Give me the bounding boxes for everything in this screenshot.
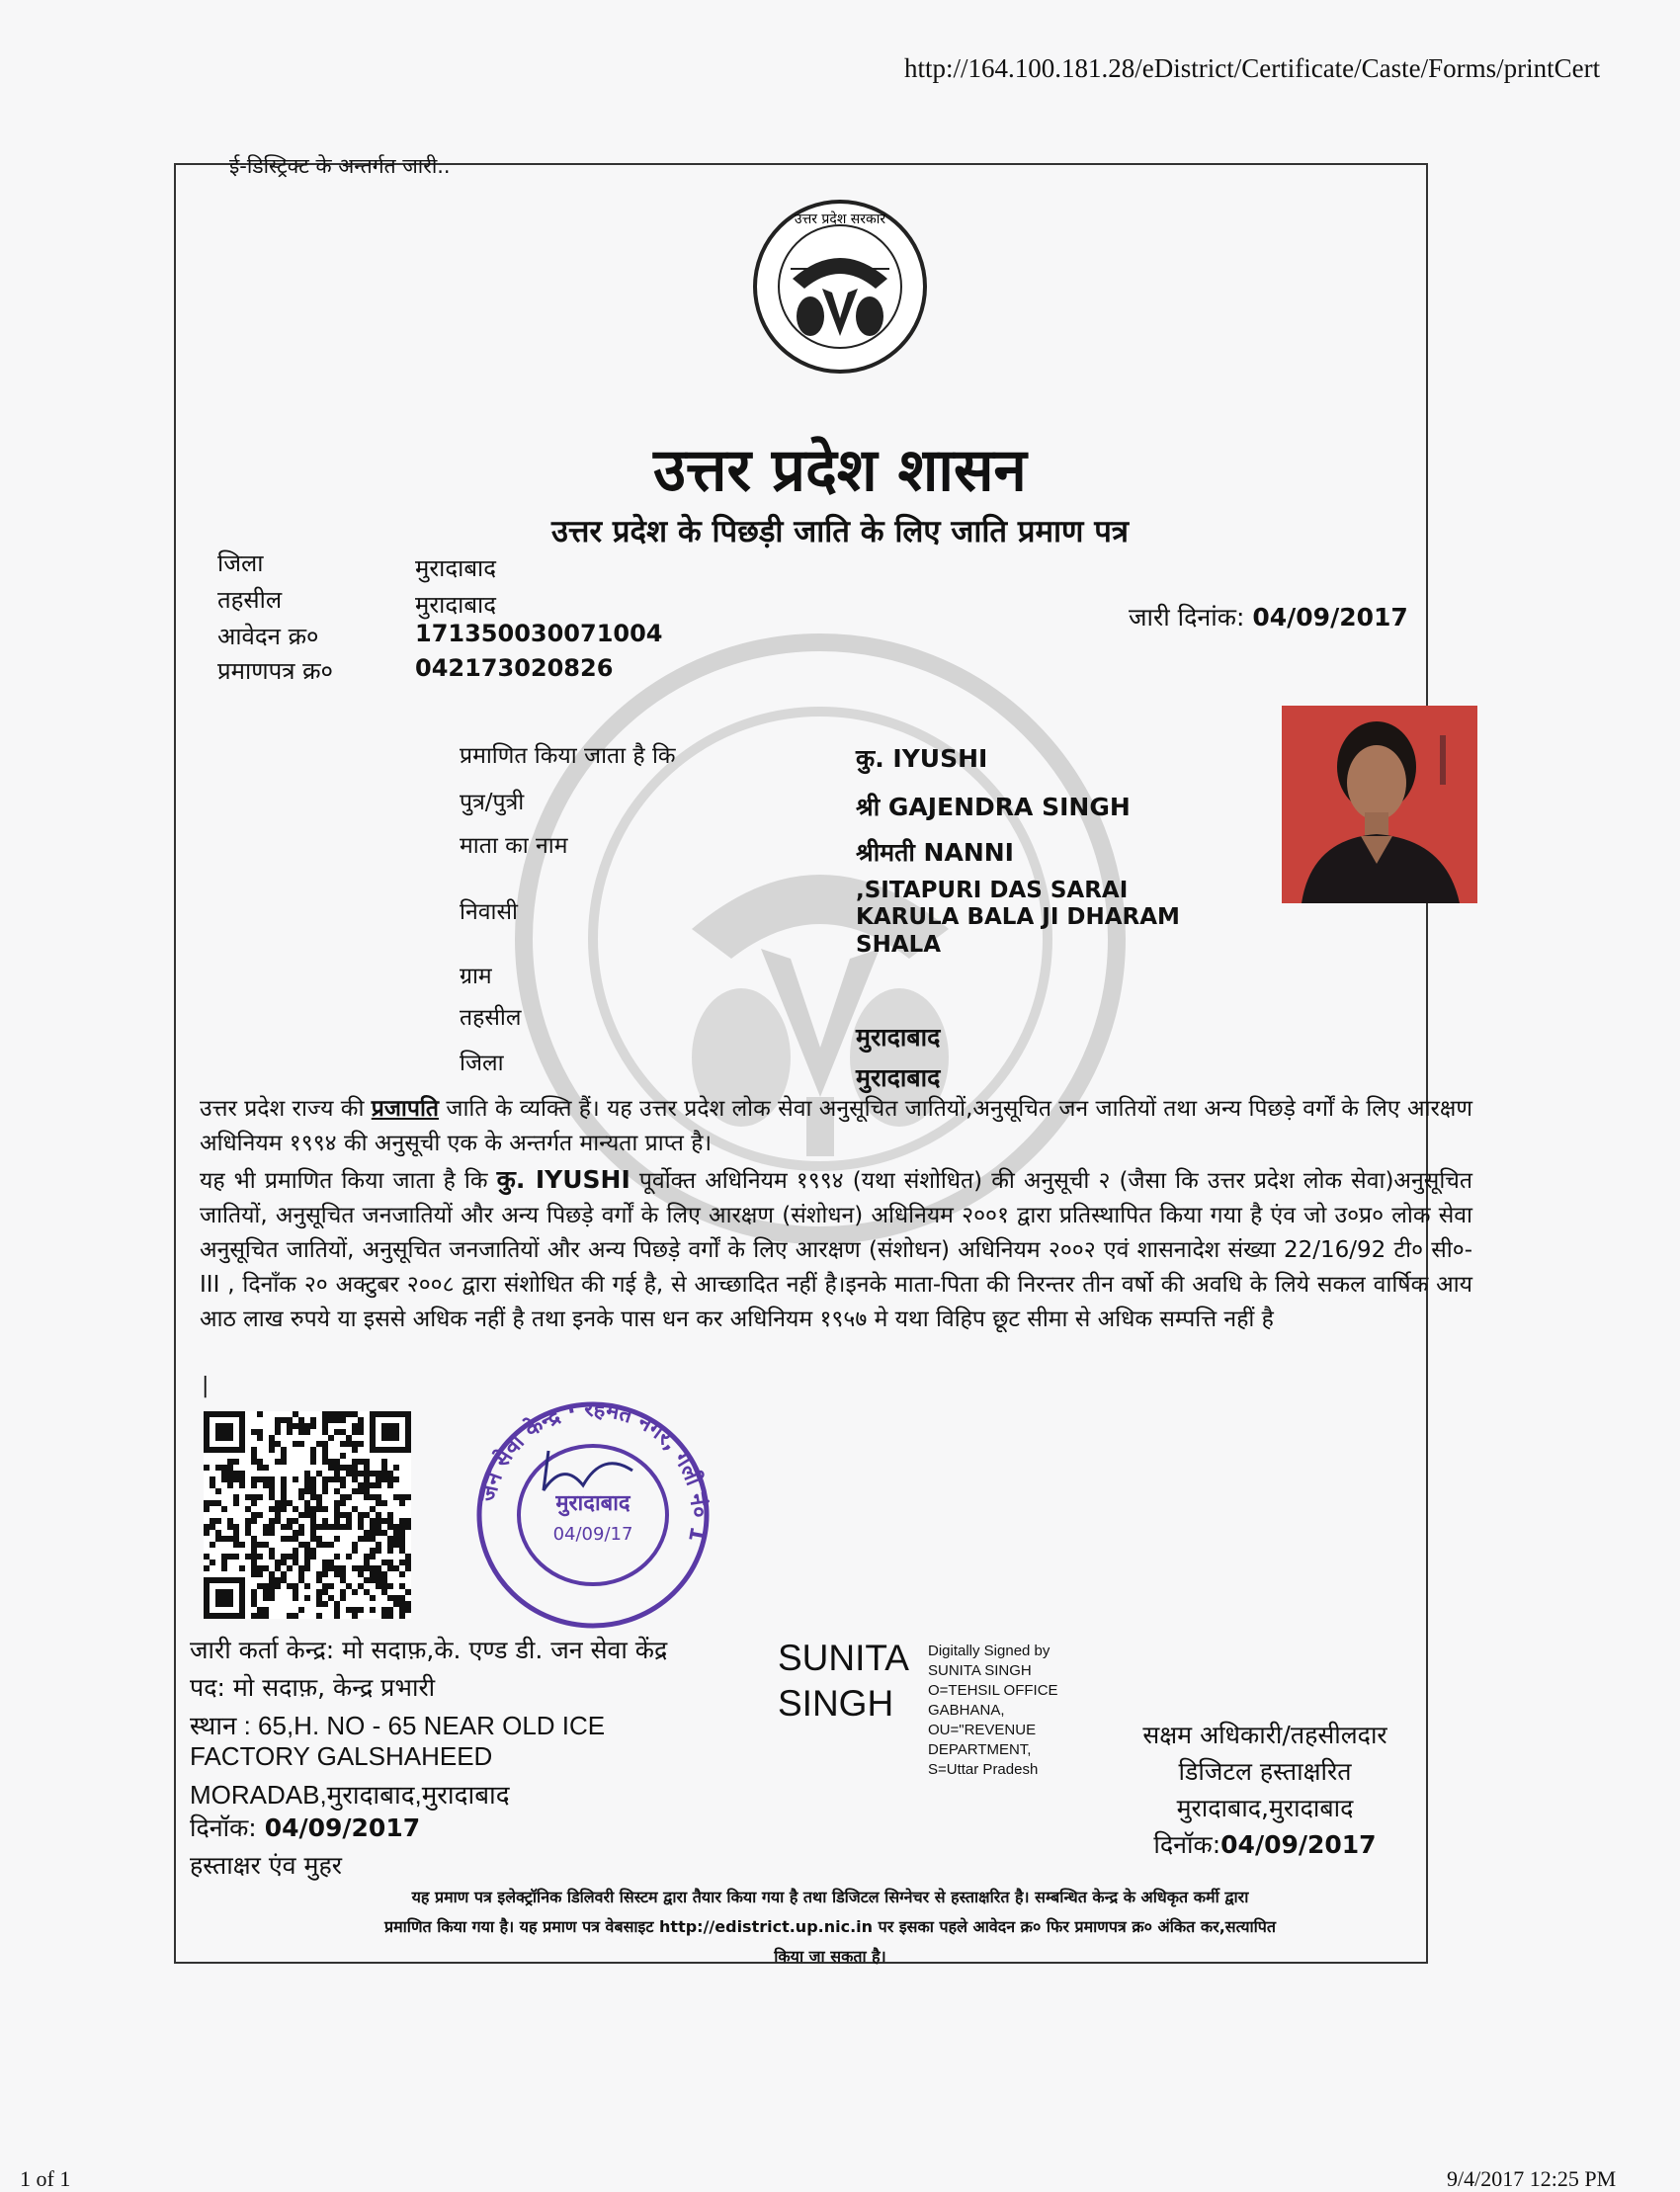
sign-seal-label: हस्ताक्षर एंव मुहर	[190, 1851, 342, 1880]
digital-signer-name	[778, 1636, 926, 1727]
certification-paragraph	[200, 1162, 1472, 1337]
page-count: 1 of 1	[20, 2166, 71, 2191]
authority-date	[1097, 1827, 1433, 1861]
father-name: श्री GAJENDRA SINGH	[856, 793, 1131, 821]
issuer-place-3: MORADAB,मुरादाबाद,मुरादाबाद	[190, 1780, 510, 1810]
issue-date-label: जारी दिनांक:	[1129, 603, 1245, 632]
dig-line-2: SUNITA SINGH	[928, 1662, 1032, 1679]
applicant-photo	[1282, 706, 1477, 903]
dig-line-7: S=Uttar Pradesh	[928, 1761, 1039, 1778]
caste-paragraph-end: जाति के व्यक्ति हैं। यह उत्तर प्रदेश लोक सेवा अनुसूचित जातियों,अनुसूचित जन जातियों तथा अन्य पिछड़े वर्गों के लिए आरक्षण अधिनियम १९९४ की अनुसूची एक के अन्तर्गत मान्यता प्राप्त है।	[200, 1096, 1472, 1156]
up-govt-seal-icon	[751, 198, 929, 376]
caste-paragraph	[200, 1092, 1472, 1161]
issue-date	[1129, 600, 1408, 633]
certificate-label: प्रमाणपत्र क्र०	[217, 657, 333, 685]
dig-line-1: Digitally Signed by	[928, 1643, 1050, 1659]
footer-line-2: प्रमाणित किया गया है। यह प्रमाण पत्र वेबसाइट http://edistrict.up.nic.in पर इसका पहले आवेदन क्र० फिर प्रमाणपत्र क्र० अंकित कर,सत्यापित	[383, 1917, 1277, 1936]
person-photo-icon	[1282, 706, 1477, 903]
signature-scribble	[544, 1451, 632, 1490]
print-timestamp: 9/4/2017 12:25 PM	[1447, 2166, 1617, 2191]
footer-line-3: किया जा सकता है।	[774, 1947, 886, 1966]
authority-date-label: दिनॉक:	[1153, 1830, 1221, 1859]
mother-name: श्रीमती NANNI	[856, 838, 1014, 867]
dig-line-4: GABHANA,	[928, 1702, 1005, 1719]
certification-paragraph-start: यह भी प्रमाणित किया जाता है कि	[200, 1168, 497, 1194]
detail-tehsil-value: मुरादाबाद	[856, 1023, 941, 1052]
application-label: आवेदन क्र०	[217, 623, 319, 650]
resident-label: निवासी	[460, 899, 518, 925]
issued-under-note: ई-डिस्ट्रिक्ट के अन्तर्गत जारी..	[229, 154, 451, 178]
print-url: http://164.100.181.28/eDistrict/Certificate/Caste/Forms/printCert	[904, 53, 1601, 83]
address-line-2: KARULA BALA JI DHARAM	[856, 904, 1180, 930]
footer-line-1: यह प्रमाण पत्र इलेक्ट्रॉनिक डिलिवरी सिस्टम द्वारा तैयार किया गया है तथा डिजिटल सिग्नेचर से हस्ताक्षरित है। सम्बन्धित केन्द्र के अधिकृत कर्मी द्वारा	[411, 1888, 1249, 1906]
signer-first-name: SUNITA	[778, 1638, 909, 1678]
authority-place: मुरादाबाद,मुरादाबाद	[1176, 1794, 1354, 1822]
signer-last-name: SINGH	[778, 1683, 894, 1724]
issuing-center: जारी कर्ता केन्द्र: मो सदाफ़,के. एण्ड डी. जन सेवा केंद्र	[190, 1636, 668, 1664]
dig-line-5: OU="REVENUE	[928, 1722, 1037, 1738]
digital-signature-details	[928, 1642, 1086, 1780]
detail-tehsil-label: तहसील	[460, 1005, 522, 1031]
district-value: मुरादाबाद	[415, 554, 497, 582]
qr-code-icon	[204, 1411, 411, 1619]
detail-district-value: मुरादाबाद	[856, 1063, 941, 1092]
certified-label: प्रमाणित किया जाता है कि	[460, 743, 676, 769]
village-label: ग्राम	[460, 964, 492, 989]
district-label: जिला	[217, 549, 264, 577]
son-daughter-label: पुत्र/पुत्री	[460, 790, 525, 815]
authority-date-value: 04/09/2017	[1220, 1830, 1377, 1859]
footer-note	[208, 1883, 1453, 1972]
page-title: उत्तर प्रदेश शासन	[653, 436, 1027, 505]
issue-date-value: 04/09/2017	[1252, 603, 1408, 632]
detail-district-label: जिला	[460, 1051, 504, 1076]
applicant-name: कु. IYUSHI	[856, 744, 988, 773]
certification-paragraph-body: पूर्वोक्त अधिनियम १९९४ (यथा संशोधित) की अनुसूची २ (जैसा कि उत्तर प्रदेश लोक सेवा)अनुसूचित जातियों, अनुसूचित जनजातियों और अन्य पिछड़े वर्गों के लिए आरक्षण (संशोधन) अधिनियम २००१ द्वारा प्रतिस्थापित किया गया है एंव जो उ०प्र० लोक सेवा अनुसूचित जातियों, अनुसूचित जनजातियों और अन्य पिछड़े वर्गों के लिए आरक्षण (संशोधन) अधिनियम २००२ एवं शासनादेश संख्या 22/16/92 टी० सी०-III , दिनाँक २० अक्टुबर २००८ द्वारा संशोधित की गई है, से आच्छादित नहीं है।इनके माता-पिता की निरन्तर तीन वर्षो की अवधि के लिये सकल वार्षिक आय आठ लाख रुपये या इससे अधिक नहीं है तथा इनके पास धन कर अधिनियम १९५७ मे यथा विहिप छूट सीमा से अधिक सम्पत्ति नहीं है	[200, 1168, 1472, 1332]
tehsil-value: मुरादाबाद	[415, 591, 497, 619]
authority-title: सक्षम अधिकारी/तहसीलदार	[1142, 1721, 1387, 1749]
issuer-date	[190, 1811, 420, 1844]
certificate-subtitle: उत्तर प्रदेश के पिछड़ी जाति के लिए जाति प्रमाण पत्र	[551, 514, 1129, 549]
certificate-number: 042173020826	[415, 654, 614, 682]
issuer-post: पद: मो सदाफ़, केन्द्र प्रभारी	[190, 1673, 436, 1702]
stamp-ring-text: जन सेवा केन्द्र · रहमत नगर, गली नं० 1	[475, 1396, 712, 1544]
application-number: 171350030071004	[415, 620, 663, 647]
certification-name: कु. IYUSHI	[496, 1165, 630, 1194]
caste-name: प्रजापति	[371, 1096, 440, 1122]
authority-digital: डिजिटल हस्ताक्षरित	[1178, 1757, 1352, 1786]
stamp-center: मुरादाबाद	[555, 1491, 630, 1516]
mother-label: माता का नाम	[460, 833, 568, 859]
seal-text: उत्तर प्रदेश सरकार	[794, 211, 886, 227]
dig-line-3: O=TEHSIL OFFICE	[928, 1682, 1058, 1699]
caste-paragraph-start: उत्तर प्रदेश राज्य की	[200, 1096, 372, 1122]
paragraph-end-mark: |	[202, 1374, 210, 1398]
dig-line-6: DEPARTMENT,	[928, 1741, 1032, 1758]
issuer-date-label: दिनॉक:	[190, 1813, 257, 1842]
address-line-1: ,SITAPURI DAS SARAI	[856, 878, 1129, 903]
issuer-place-2: FACTORY GALSHAHEED	[190, 1741, 493, 1771]
issuer-place-1: स्थान : 65,H. NO - 65 NEAR OLD ICE	[190, 1711, 606, 1740]
stamp-date: 04/09/17	[552, 1524, 633, 1545]
tehsil-label: तहसील	[217, 586, 283, 614]
issuer-date-value: 04/09/2017	[264, 1813, 421, 1842]
jan-seva-kendra-stamp	[464, 1391, 721, 1639]
address-line-3: SHALA	[856, 932, 942, 958]
